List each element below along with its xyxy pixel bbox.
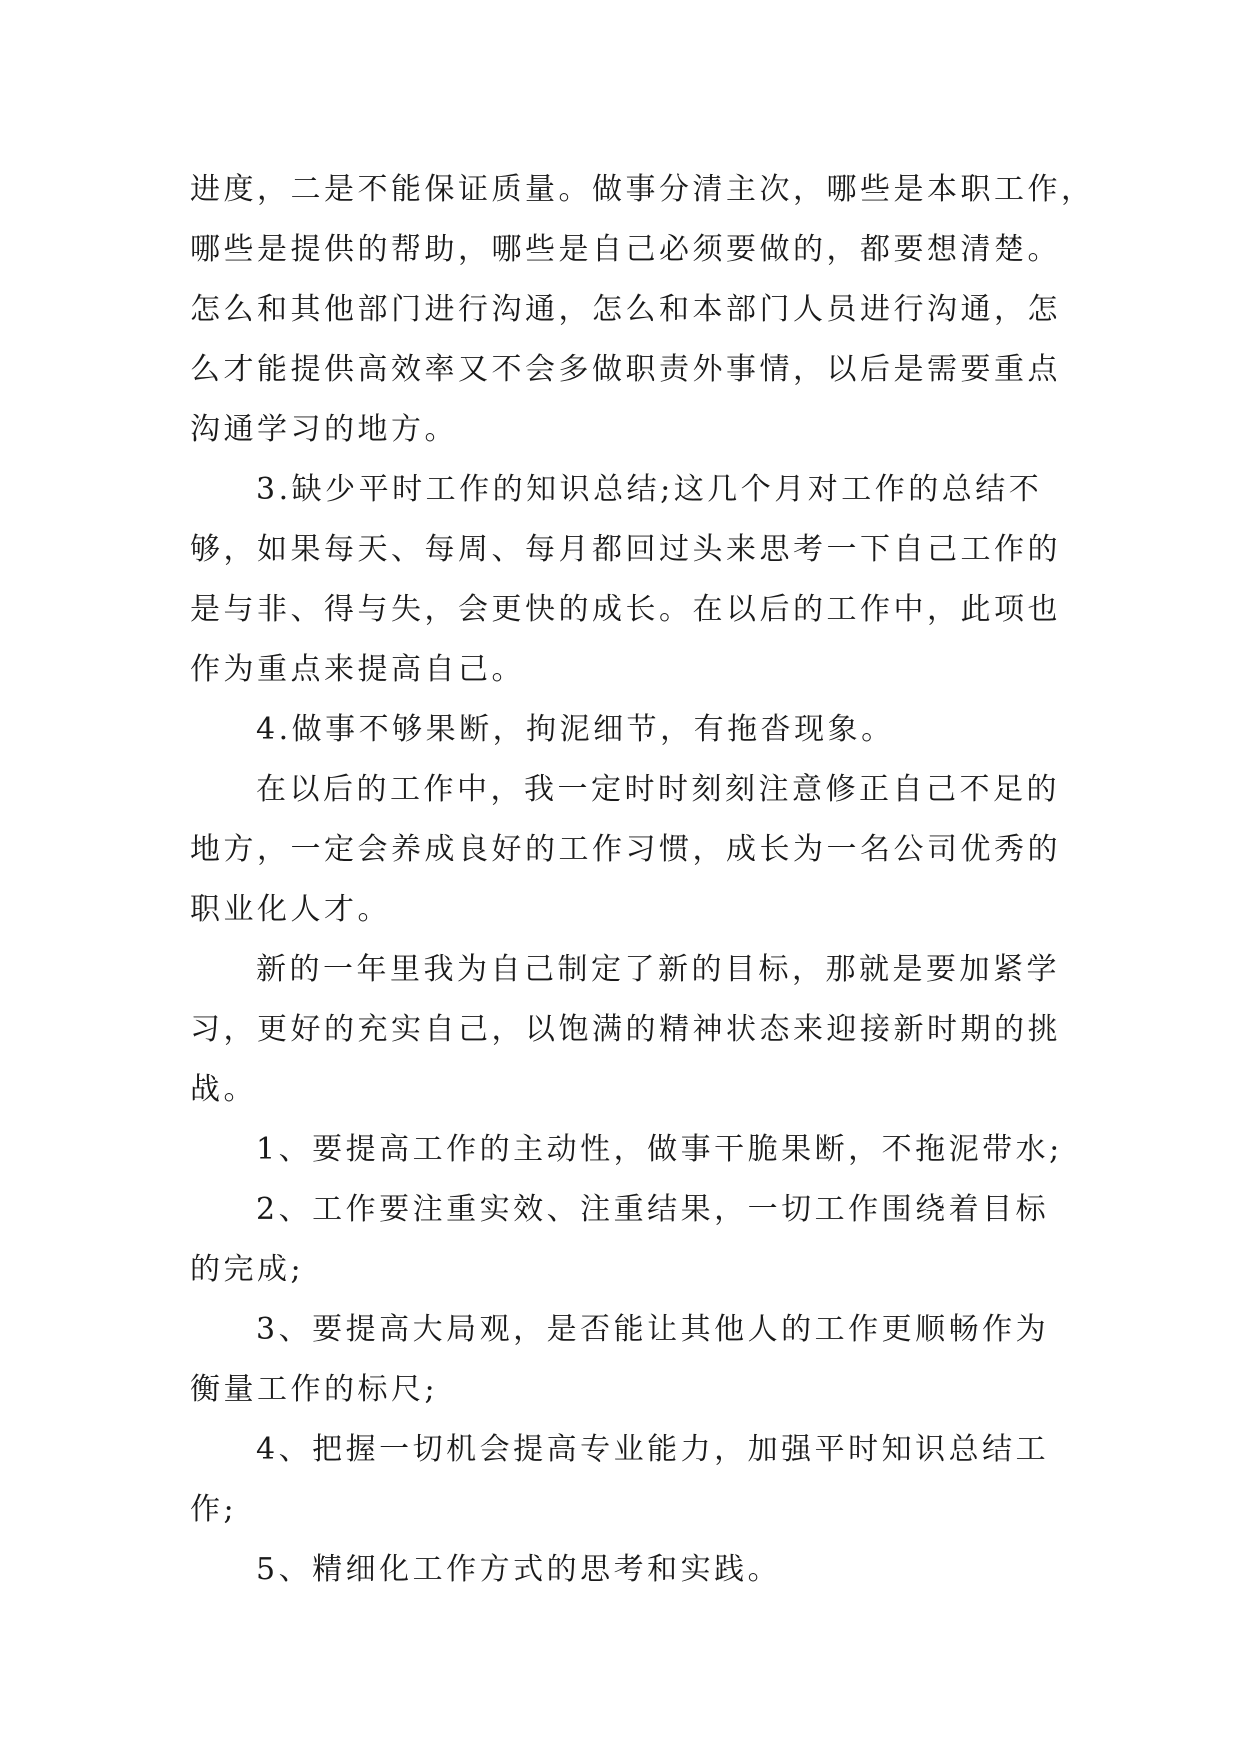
- text-line: 进度，二是不能保证质量。做事分清主次，哪些是本职工作，: [190, 172, 1095, 207]
- text-line: 是与非、得与失，会更快的成长。在以后的工作中，此项也: [190, 592, 1061, 627]
- text-line: 新的一年里我为自己制定了新的目标，那就是要加紧学: [256, 952, 1060, 987]
- text-line: 怎么和其他部门进行沟通，怎么和本部门人员进行沟通，怎: [190, 292, 1061, 327]
- text-line: 么才能提供高效率又不会多做职责外事情，以后是需要重点: [190, 352, 1061, 387]
- text-line: 的完成;: [190, 1252, 305, 1287]
- document-body: [190, 160, 1095, 1600]
- text-line: 1、要提高工作的主动性，做事干脆果断，不拖泥带水;: [256, 1132, 1063, 1167]
- text-line: 够，如果每天、每周、每月都回过头来思考一下自己工作的: [190, 532, 1061, 567]
- text-line: 哪些是提供的帮助，哪些是自己必须要做的，都要想清楚。: [190, 232, 1061, 267]
- text-line: 战。: [190, 1072, 257, 1107]
- text-line: 4.做事不够果断，拘泥细节，有拖沓现象。: [256, 712, 895, 747]
- text-line: 衡量工作的标尺;: [190, 1372, 439, 1407]
- text-line: 作;: [190, 1492, 238, 1527]
- text-line: 作为重点来提高自己。: [190, 652, 525, 687]
- text-line: 地方，一定会养成良好的工作习惯，成长为一名公司优秀的: [190, 832, 1061, 867]
- text-line: 5、精细化工作方式的思考和实践。: [256, 1552, 782, 1587]
- text-line: 2、工作要注重实效、注重结果，一切工作围绕着目标: [256, 1192, 1050, 1227]
- text-line: 习，更好的充实自己，以饱满的精神状态来迎接新时期的挑: [190, 1012, 1061, 1047]
- text-line: 职业化人才。: [190, 892, 391, 927]
- text-line: 在以后的工作中，我一定时时刻刻注意修正自己不足的: [256, 772, 1060, 807]
- text-line: 3.缺少平时工作的知识总结;这几个月对工作的总结不: [256, 472, 1043, 507]
- text-line: 沟通学习的地方。: [190, 412, 458, 447]
- text-line: 4、把握一切机会提高专业能力，加强平时知识总结工: [256, 1432, 1050, 1467]
- text-line: 3、要提高大局观，是否能让其他人的工作更顺畅作为: [256, 1312, 1050, 1347]
